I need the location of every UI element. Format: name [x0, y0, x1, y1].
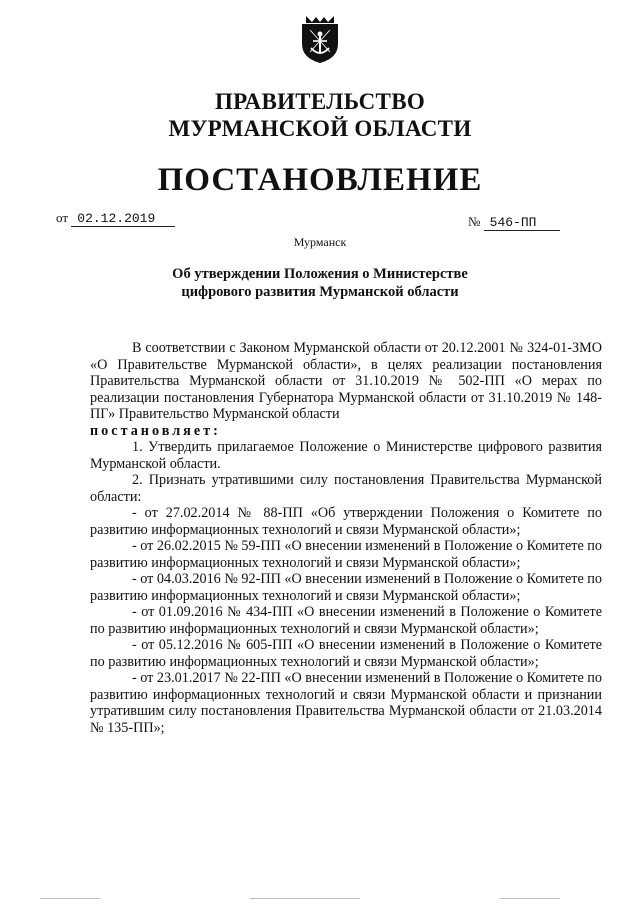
document-number: [468, 214, 560, 231]
number-prefix: №: [468, 214, 481, 229]
document-type-title: ПОСТАНОВЛЕНИЕ: [157, 162, 483, 198]
organization-name-line1: ПРАВИТЕЛЬСТВО: [214, 89, 426, 114]
repealed-item: - от 01.09.2016 № 434-ПП «О внесении изменений в Положение о Комитете по развитию информационных технологий и связи Мурманской области»;: [90, 604, 602, 637]
repealed-item: - от 23.01.2017 № 22-ПП «О внесении изменений в Положение о Комитете по развитию информационных технологий и связи Мурманской области и признании утратившим силу постановления Правительства Мурманской области от 21.03.2014 № 135-ПП»;: [90, 670, 602, 736]
repealed-item: - от 05.12.2016 № 605-ПП «О внесении изменений в Положение о Комитете по развитию информационных технологий и связи Мурманской области»;: [90, 637, 602, 670]
organization-name-line2: МУРМАНСКОЙ ОБЛАСТИ: [168, 116, 472, 141]
coat-of-arms-emblem: [300, 14, 340, 64]
document-date: [56, 210, 175, 227]
preamble-paragraph: В соответствии с Законом Мурманской области от 20.12.2001 № 324-01-ЗМО «О Правительстве Мурманской области», в целях реализации постановления Правительства Мурманской области от 31.10.2019 № 502-ПП «О мерах по реализации постановления Губернатора Мурманской области от 31.10.2019 № 148-ПГ» Правительство Мурманской области: [90, 340, 602, 422]
organization-name: [0, 88, 640, 142]
number-value: 546-ПП: [484, 216, 560, 231]
item-2-paragraph: 2. Признать утратившими силу постановления Правительства Мурманской области:: [90, 472, 602, 505]
subject-line1: Об утверждении Положения о Министерстве: [172, 266, 468, 282]
footer-rule-center: [250, 898, 360, 899]
decides-keyword: постановляет:: [90, 422, 221, 439]
repealed-item: - от 04.03.2016 № 92-ПП «О внесении изменений в Положение о Комитете по развитию информационных технологий и связи Мурманской области»;: [90, 571, 602, 604]
city-name: Мурманск: [293, 235, 347, 249]
repealed-item: - от 27.02.2014 № 88-ПП «Об утверждении Положения о Комитете по развитию информационных технологий и связи Мурманской области»;: [90, 505, 602, 538]
subject-line2: цифрового развития Мурманской области: [181, 284, 459, 300]
item-1-paragraph: 1. Утвердить прилагаемое Положение о Министерстве цифрового развития Мурманской области.: [90, 439, 602, 472]
date-value: 02.12.2019: [71, 212, 175, 227]
footer-rule-right: [500, 898, 560, 899]
document-subject: [170, 265, 470, 301]
document-body: [90, 340, 602, 736]
footer-rule-left: [40, 898, 100, 899]
repealed-item: - от 26.02.2015 № 59-ПП «О внесении изменений в Положение о Комитете по развитию информационных технологий и связи Мурманской области»;: [90, 538, 602, 571]
date-prefix: от: [56, 210, 69, 225]
